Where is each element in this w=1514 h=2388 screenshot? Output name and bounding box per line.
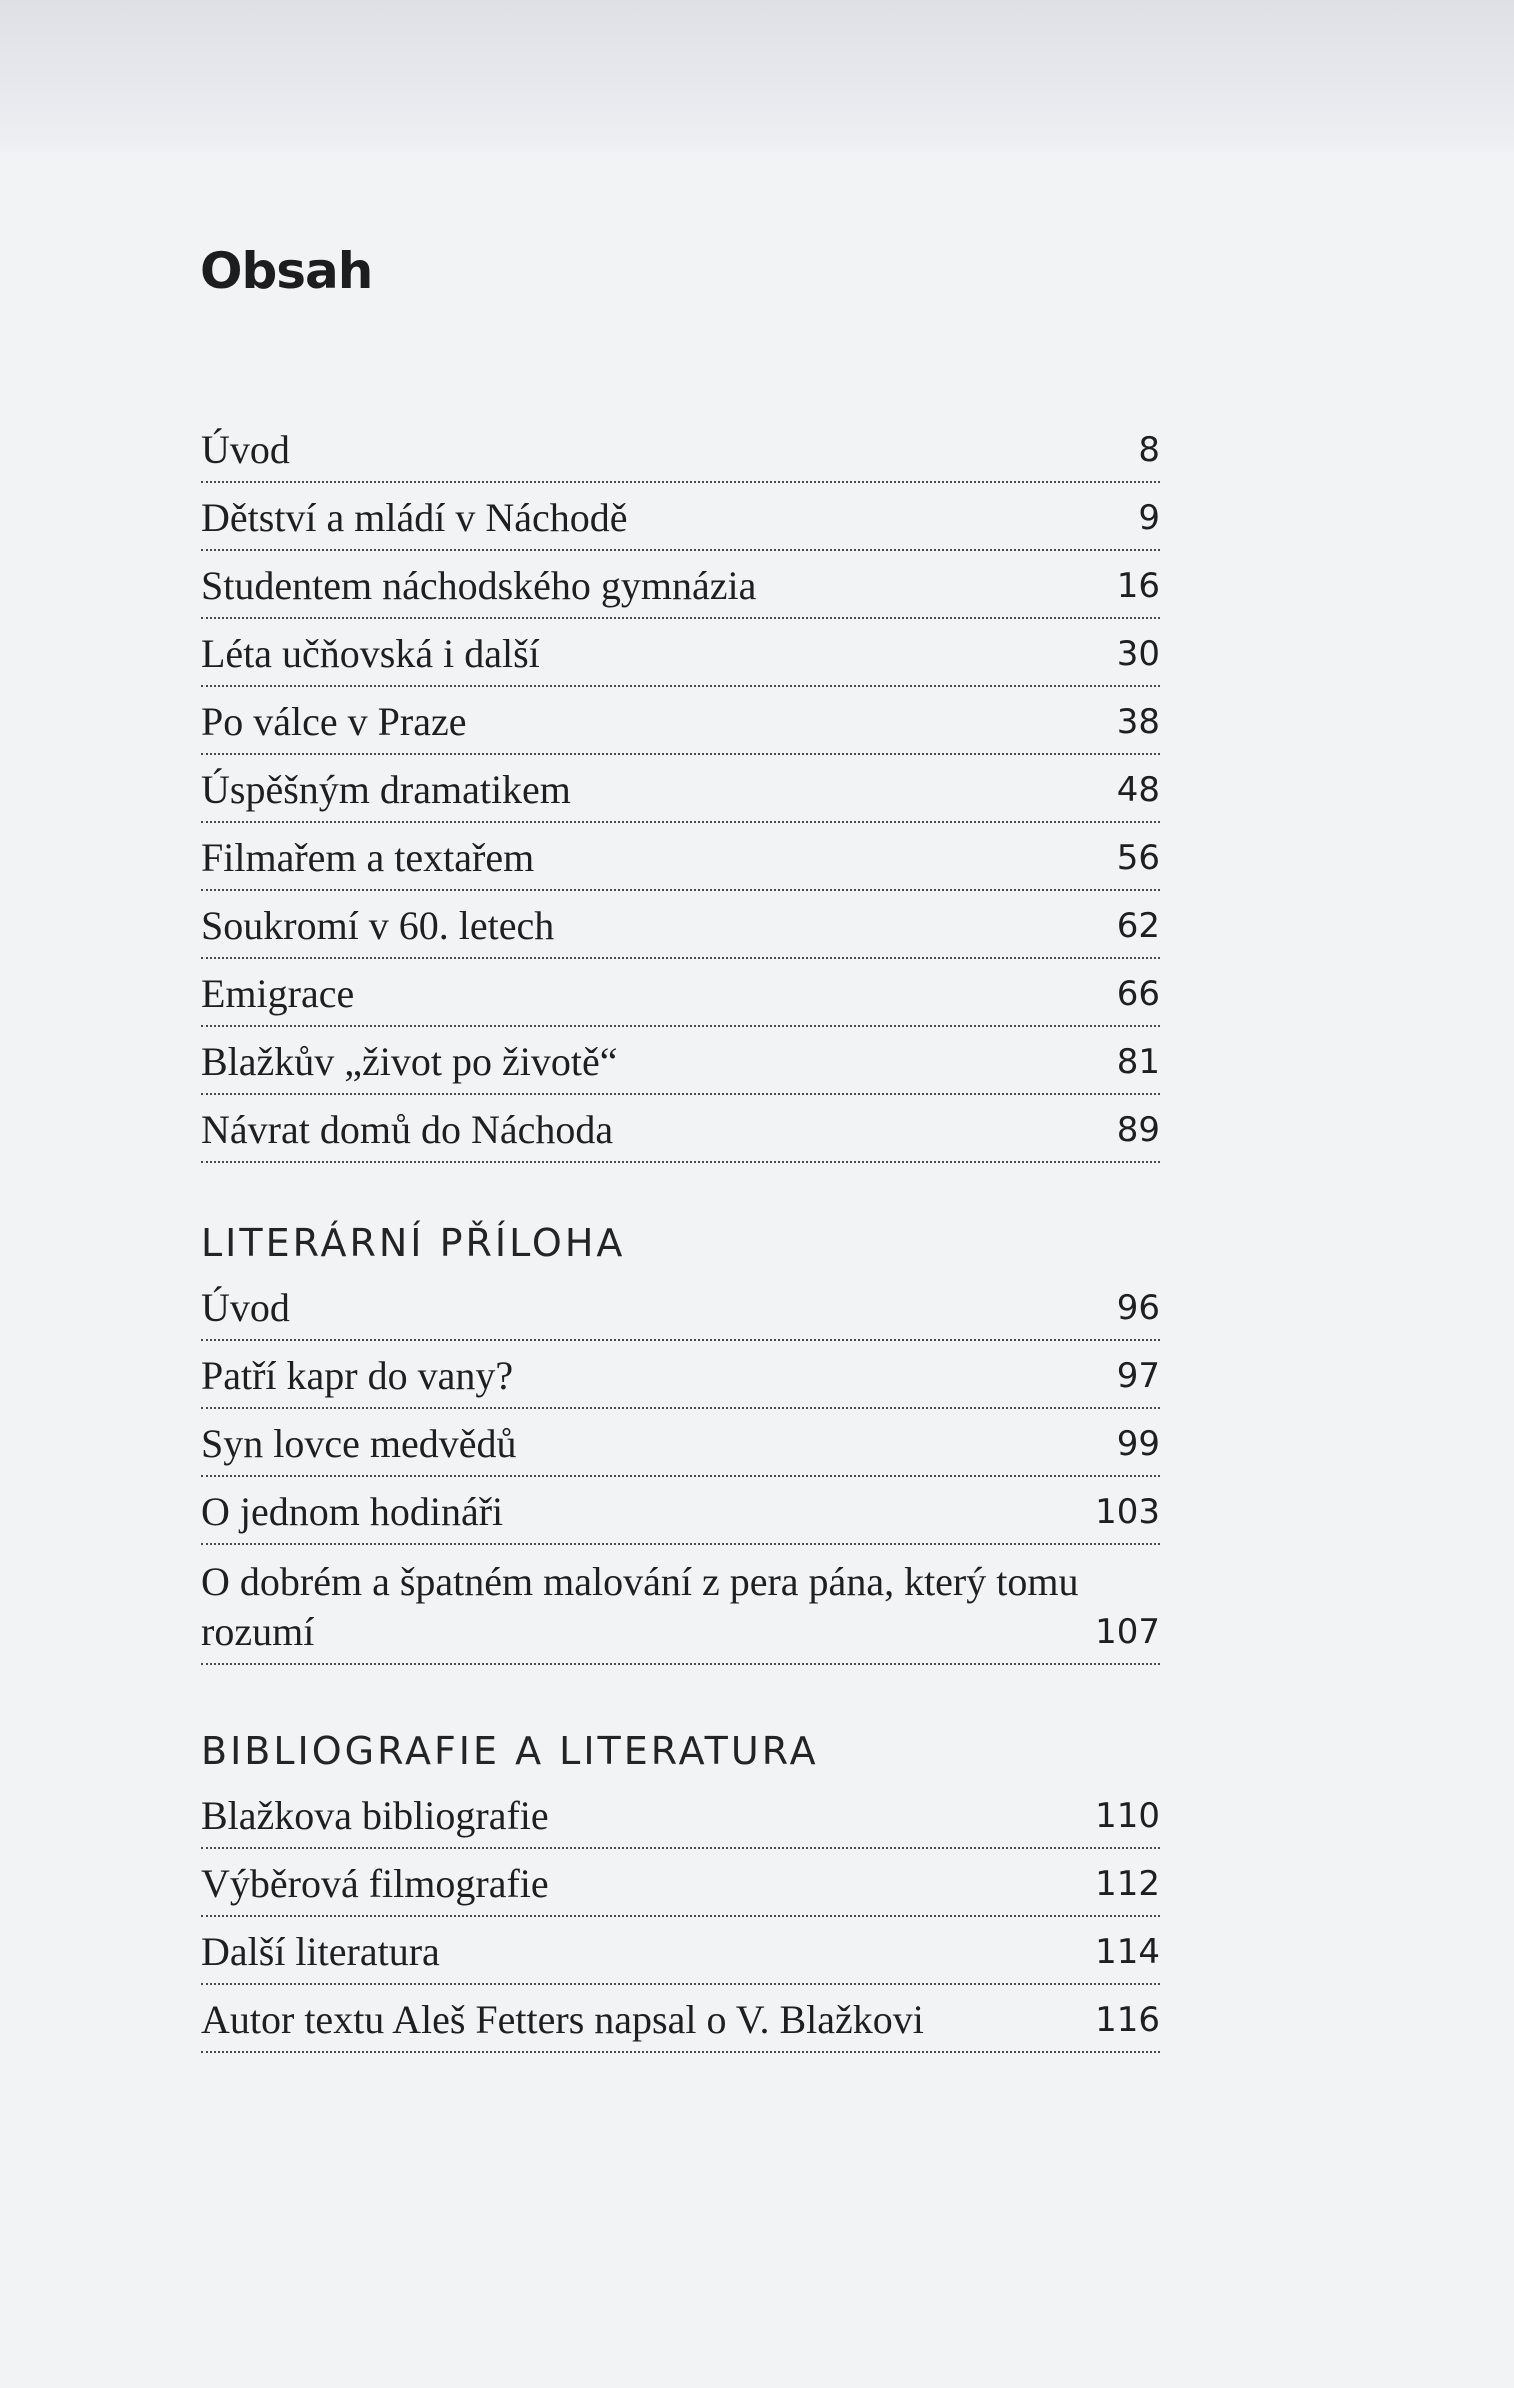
toc-entry-page: 116 [1095, 2000, 1160, 2040]
toc-entry[interactable] [201, 755, 1160, 823]
toc-entry-title: Úvod [201, 427, 290, 472]
toc-entry-title: Soukromí v 60. letech [201, 903, 555, 948]
toc-entry-title: Syn lovce medvědů [201, 1421, 517, 1466]
scan-background [0, 0, 1514, 152]
toc-entry-title: Dětství a mládí v Náchodě [201, 495, 628, 540]
toc-entry[interactable] [201, 891, 1160, 959]
toc-entry-page: 30 [1116, 634, 1160, 674]
toc-bibliography-section [201, 1721, 1160, 2053]
toc-entry[interactable] [201, 1341, 1160, 1409]
toc-entry-page: 38 [1116, 702, 1160, 742]
toc-entry[interactable] [201, 687, 1160, 755]
toc-entry-title: Výběrová filmografie [201, 1861, 549, 1906]
toc-entry[interactable] [201, 823, 1160, 891]
toc-entry[interactable] [201, 1849, 1160, 1917]
toc-entry-title: Autor textu Aleš Fetters napsal o V. Blažkovi [201, 1997, 924, 2042]
toc-entry-title: Patří kapr do vany? [201, 1353, 514, 1398]
toc-entry[interactable] [201, 1917, 1160, 1985]
toc-entry-page: 62 [1116, 906, 1160, 946]
toc-entry-page: 9 [1138, 498, 1160, 538]
toc-entry-page: 114 [1095, 1932, 1160, 1972]
toc-entry-title: Léta učňovská i další [201, 631, 540, 676]
toc-entry-page: 8 [1138, 430, 1160, 470]
toc-entry-page: 66 [1116, 974, 1160, 1014]
toc-entry[interactable] [201, 483, 1160, 551]
section-heading: LITERÁRNÍ PŘÍLOHA [201, 1221, 626, 1265]
toc-entry[interactable] [201, 959, 1160, 1027]
toc-entry[interactable] [201, 1095, 1160, 1163]
toc-entry-page: 81 [1116, 1042, 1160, 1082]
toc-entry-title: Další literatura [201, 1929, 440, 1974]
toc-entry-title: Filmařem a textařem [201, 835, 535, 880]
toc-entry-page: 107 [1095, 1612, 1160, 1652]
toc-entry-page: 56 [1116, 838, 1160, 878]
toc-entry[interactable] [201, 415, 1160, 483]
toc-entry[interactable] [201, 619, 1160, 687]
toc-entry[interactable] [201, 551, 1160, 619]
toc-entry-title: Blažkova bibliografie [201, 1793, 549, 1838]
toc-entry-page: 110 [1095, 1796, 1160, 1836]
toc-main-section [201, 415, 1160, 1163]
toc-entry-page: 112 [1095, 1864, 1160, 1904]
toc-entry-page: 89 [1116, 1110, 1160, 1150]
toc-entry-page: 96 [1116, 1288, 1160, 1328]
toc-entry[interactable] [201, 1545, 1160, 1665]
toc-entry-title: Blažkův „život po životě“ [201, 1039, 618, 1084]
toc-entry-page: 99 [1116, 1424, 1160, 1464]
section-heading: BIBLIOGRAFIE A LITERATURA [201, 1729, 819, 1773]
toc-entry-title: Úvod [201, 1285, 290, 1330]
toc-entry-page: 97 [1116, 1356, 1160, 1396]
toc-entry-title: Studentem náchodského gymnázia [201, 563, 757, 608]
toc-entry-title: O jednom hodináři [201, 1489, 504, 1534]
toc-entry[interactable] [201, 1273, 1160, 1341]
toc-entry-title: Návrat domů do Náchoda [201, 1107, 614, 1152]
toc-literary-section [201, 1213, 1160, 1665]
toc-entry[interactable] [201, 1781, 1160, 1849]
toc-entry-title: Úspěšným dramatikem [201, 767, 571, 812]
toc-entry[interactable] [201, 1027, 1160, 1095]
toc-entry-title: O dobrém a špatném malování z pera pána, který tomu rozumí [201, 1559, 1079, 1654]
toc-entry-page: 16 [1116, 566, 1160, 606]
toc-entry[interactable] [201, 1477, 1160, 1545]
toc-entry-title: Emigrace [201, 971, 355, 1016]
toc-entry-title: Po válce v Praze [201, 699, 467, 744]
toc-entry-page: 103 [1095, 1492, 1160, 1532]
page-title: Obsah [200, 242, 373, 300]
toc-entry-page: 48 [1116, 770, 1160, 810]
toc-entry[interactable] [201, 1409, 1160, 1477]
toc-entry[interactable] [201, 1985, 1160, 2053]
